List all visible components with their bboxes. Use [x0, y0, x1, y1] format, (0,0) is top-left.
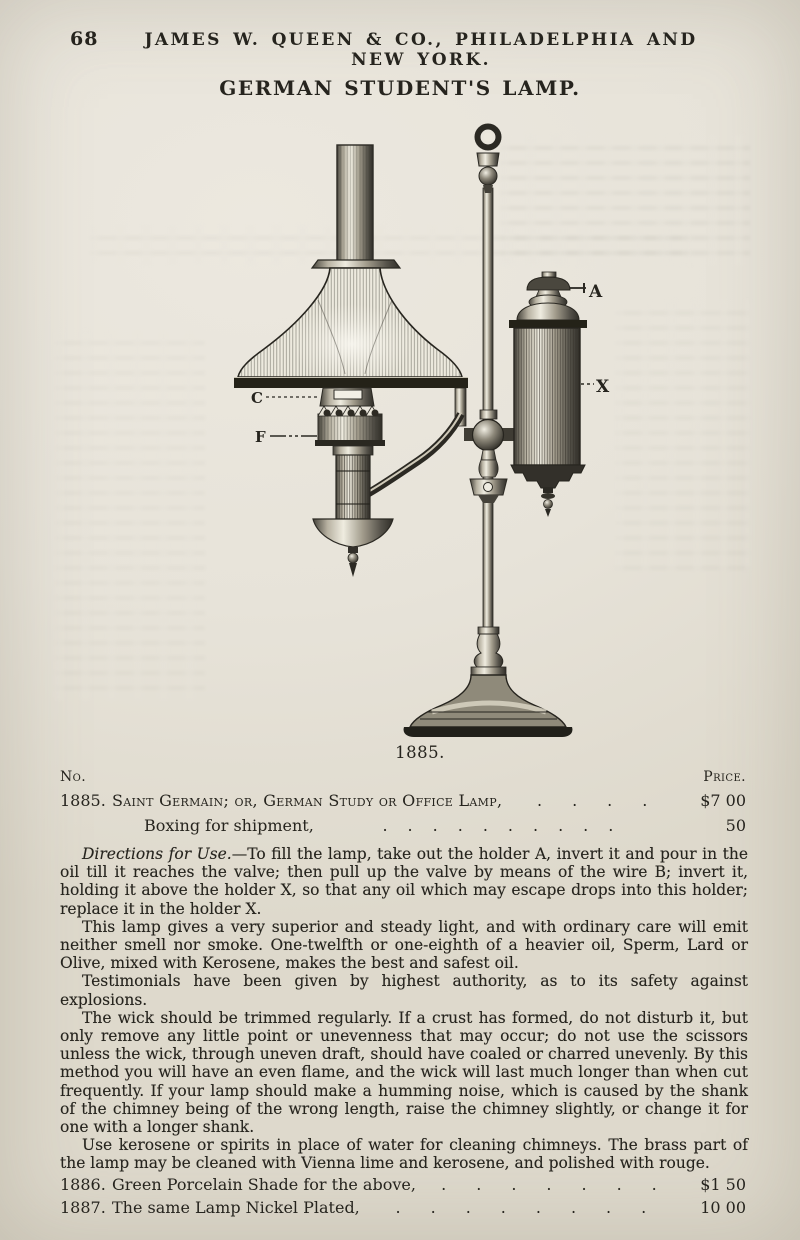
- item-name: The same Lamp Nickel Plated,: [112, 1198, 360, 1217]
- item-number: 1885.: [60, 791, 106, 810]
- paragraph-text: Use kerosene or spirits in place of water for cleaning chimneys. The brass part of the lamp may be cleaned with Vienna lime and kerosene, and polished with rouge.: [60, 1136, 748, 1173]
- bottom-price-rows: [60, 1171, 746, 1217]
- item-price: 50: [725, 816, 746, 835]
- dot-leader: . . . . . . . .: [395, 1198, 649, 1217]
- table-row: [60, 816, 746, 835]
- paragraph-text: Testimonials have been given by highest authority, as to its safety against explosions.: [60, 972, 748, 1009]
- price-table-header: [60, 769, 746, 785]
- item-price: $7 00: [700, 791, 746, 810]
- label-f: F: [255, 428, 266, 446]
- dot-leader: . . . . . . . . . .: [382, 816, 616, 835]
- item-name: Green Porcelain Shade for the above,: [112, 1175, 416, 1194]
- paragraph-text: The wick should be trimmed regularly. If a crust has formed, do not disturb it, but only remove any little point or unevenness that may occur; do not use the scissors unless the wick, through uneven draft, should have coaled or charred unevenly. By this method you will have an even flame, and the wick will last much longer than when cut frequently. If your lamp should make a humming noise, which is caused by the shank of the chimney being of the wrong length, raise the chimney slightly, or change it for one with a longer shank.: [60, 1008, 748, 1137]
- lamp-shade: [234, 268, 468, 388]
- item-name: Boxing for shipment,: [144, 816, 314, 835]
- paragraph-directions: [60, 845, 748, 918]
- paragraph: [60, 1136, 748, 1172]
- item-number: 1887.: [60, 1198, 106, 1217]
- paragraph-lead: Directions for Use.: [82, 845, 232, 863]
- body-text: [60, 845, 748, 1173]
- table-row: [60, 1198, 746, 1217]
- ball-joint: [470, 410, 516, 503]
- page-number: 68: [70, 28, 99, 50]
- table-row: [60, 1175, 746, 1194]
- bleed-through-texture: [615, 300, 750, 570]
- no-column-header: No.: [60, 769, 87, 785]
- paragraph-text: —To fill the lamp, take out the holder A, invert it and pour in the oil till it reaches the valve; then pull up the valve by means of the wire B; invert it, holding it above the holder X, so that any oil which may escape drops into this holder; replace it in the holder X.: [60, 845, 748, 918]
- item-number: 1886.: [60, 1175, 106, 1194]
- price-column-header: Price.: [703, 769, 746, 785]
- label-x: X: [596, 377, 610, 397]
- label-a: A: [589, 282, 603, 302]
- publisher-line: JAMES W. QUEEN & CO., PHILADELPHIA AND NEW YORK.: [144, 30, 698, 70]
- lamp-standard-rod: [477, 127, 499, 630]
- dot-leader: . . . . . . .: [441, 1175, 659, 1194]
- table-row: [60, 791, 746, 810]
- bleed-through-texture: [55, 330, 205, 700]
- oil-reservoir: [509, 272, 587, 517]
- paragraph-text: This lamp gives a very superior and steady light, and with ordinary care will emit neither smell nor smoke. One-twelfth or one-eighth of a heavier oil, Sperm, Lard or Olive, mixed with Kerosene, makes the best and safest oil.: [60, 917, 748, 973]
- item-price: $1 50: [700, 1175, 746, 1194]
- lamp-figure: [225, 115, 620, 750]
- price-table: [60, 769, 746, 835]
- paragraph: [60, 972, 748, 1008]
- figure-caption: 1885.: [395, 743, 445, 762]
- lamp-engraving: [225, 115, 620, 750]
- dot-leader: . . . .: [536, 791, 650, 810]
- item-name: Saint Germain; or, German Study or Office Lamp,: [112, 791, 503, 810]
- lamp-base: [404, 627, 573, 737]
- paragraph: [60, 918, 748, 973]
- page-title: GERMAN STUDENT'S LAMP.: [219, 76, 581, 100]
- lamp-chimney: [312, 145, 400, 268]
- label-c: C: [251, 389, 263, 407]
- paragraph: [60, 1009, 748, 1136]
- item-price: 10 00: [700, 1198, 746, 1217]
